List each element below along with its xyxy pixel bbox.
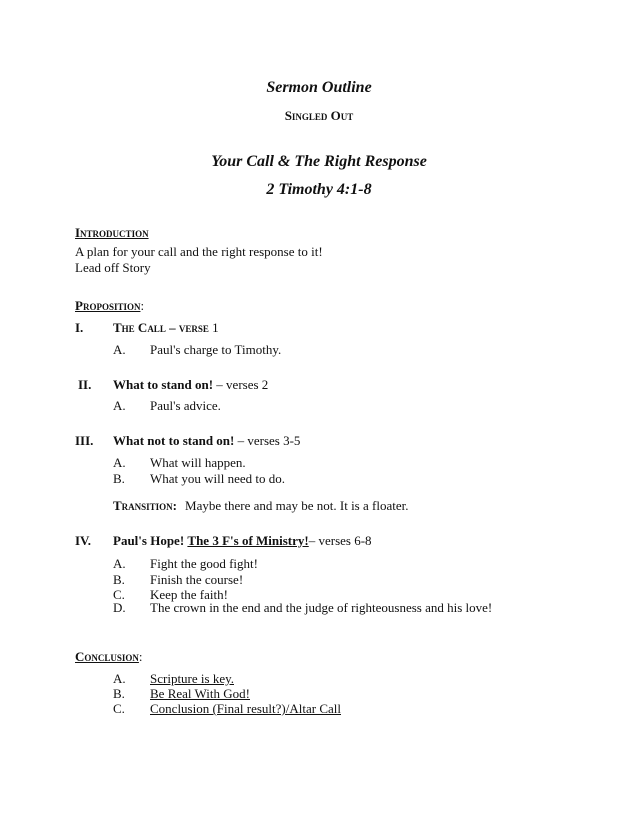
sub-letter: A. — [113, 671, 126, 686]
point-title — [113, 377, 268, 393]
point-numeral: II. — [78, 377, 92, 392]
transition-label: Transition: — [113, 498, 178, 513]
transition-text: Maybe there and may be not. It is a floater. — [185, 498, 409, 513]
page-title: Sermon Outline — [266, 79, 372, 96]
sub-letter: A. — [113, 556, 126, 571]
transition-line — [113, 498, 408, 514]
point-title-text: The Call – verse — [113, 320, 209, 335]
proposition-label: Proposition — [75, 298, 141, 313]
point-title — [113, 320, 219, 336]
point-numeral: III. — [75, 433, 94, 448]
point-verse: – verses 2 — [213, 377, 269, 392]
conclusion-link[interactable]: Scripture is key. — [150, 671, 234, 686]
sermon-subtitle: Your Call & The Right Response — [211, 153, 427, 170]
sub-letter: B. — [113, 572, 125, 587]
point-verse: – verses 3-5 — [234, 433, 301, 448]
sub-letter: A. — [113, 342, 126, 357]
sub-text: What you will need to do. — [150, 471, 286, 486]
sub-letter: C. — [113, 587, 125, 602]
sub-letter: B. — [113, 686, 125, 701]
proposition-heading — [75, 298, 144, 314]
point-numeral: I. — [75, 320, 84, 335]
sub-text: The crown in the end and the judge of righteousness and his love! — [150, 600, 493, 615]
series-title: Singled Out — [284, 108, 354, 123]
sub-text: Paul's advice. — [150, 398, 221, 413]
sub-letter: A. — [113, 398, 126, 413]
point-numeral: IV. — [75, 533, 92, 548]
scripture-reference: 2 Timothy 4:1-8 — [266, 181, 372, 198]
point-title — [113, 533, 372, 549]
point-verse: 1 — [208, 320, 219, 335]
point-title-text: Paul's Hope! — [113, 533, 185, 548]
introduction-line: Lead off Story — [75, 260, 151, 275]
point-title-underlined: The 3 F's of Ministry! — [187, 533, 309, 548]
conclusion-heading — [75, 649, 143, 665]
conclusion-link[interactable]: Conclusion (Final result?)/Altar Call — [150, 701, 341, 716]
point-title-text: What not to stand on! — [113, 433, 235, 448]
sub-text: Fight the good fight! — [150, 556, 258, 571]
point-verse: – verses 6-8 — [308, 533, 372, 548]
sub-text: Paul's charge to Timothy. — [150, 342, 282, 357]
point-title-text: What to stand on! — [113, 377, 214, 392]
conclusion-colon: : — [138, 649, 143, 664]
sub-text: Keep the faith! — [150, 587, 228, 602]
introduction-heading: Introduction — [75, 225, 149, 240]
sub-letter: A. — [113, 455, 126, 470]
sub-letter: C. — [113, 701, 125, 716]
conclusion-link[interactable]: Be Real With God! — [150, 686, 250, 701]
sub-text: Finish the course! — [150, 572, 244, 587]
proposition-colon: : — [140, 298, 145, 313]
sub-letter: D. — [113, 600, 126, 615]
sub-text: What will happen. — [150, 455, 246, 470]
introduction-line: A plan for your call and the right response to it! — [75, 244, 323, 259]
sub-letter: B. — [113, 471, 125, 486]
point-title — [113, 433, 300, 449]
conclusion-label: Conclusion — [75, 649, 139, 664]
